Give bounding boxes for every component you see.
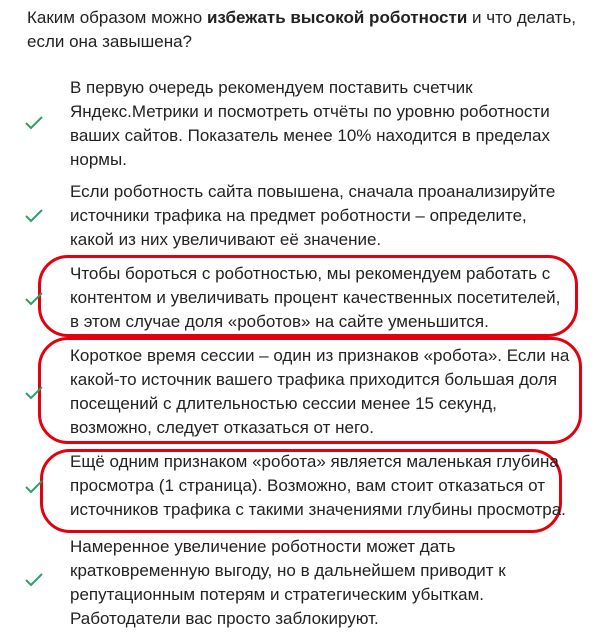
list-item-text: В первую очередь рекомендуем поставить счетчик Яндекс.Метрики и посмотреть отчёты по уровню роботности ваших сайтов. Показатель менее 10% находится в пределах нормы.: [70, 78, 551, 169]
check-icon: [25, 573, 43, 587]
list-item-text: Намеренное увеличение роботности может дать кратковременную выгоду, но в дальнейшем приводит к репутационным потерям и стратегическим убыткам. Работодатели вас просто заблокируют.: [70, 537, 506, 628]
heading-prefix: Каким образом можно: [27, 8, 207, 27]
check-icon: [25, 116, 43, 130]
check-icon: [25, 480, 43, 494]
list-item-text: Короткое время сессии – один из признаков «робота». Если на какой-то источник вашего трафика приходится большая доля посещений с длительностью сессии менее 15 секунд, возможно, следует отказаться от него.: [70, 346, 570, 437]
heading-suffix: и что делать, если она завышена?: [27, 8, 577, 51]
check-icon: [25, 209, 43, 223]
heading-bold-phrase: избежать высокой роботности: [206, 8, 468, 27]
question-heading: [27, 6, 587, 54]
check-icon: [25, 292, 43, 306]
list-item-text: Ещё одним признаком «робота» является маленькая глубина просмотра (1 страница). Возможно, вам стоит отказаться от источников трафика с такими значениями глубины просмотра.: [70, 452, 566, 519]
list-item-text: Если роботность сайта повышена, сначала проанализируйте источники трафика на предмет роботности – определите, какой из них увеличивают её значение.: [70, 182, 556, 249]
check-icon: [25, 386, 43, 400]
list-item-text: Чтобы бороться с роботностью, мы рекомендуем работать с контентом и увеличивать процент качественных посетителей, в этом случае доля «роботов» на сайте уменьшится.: [70, 264, 561, 331]
